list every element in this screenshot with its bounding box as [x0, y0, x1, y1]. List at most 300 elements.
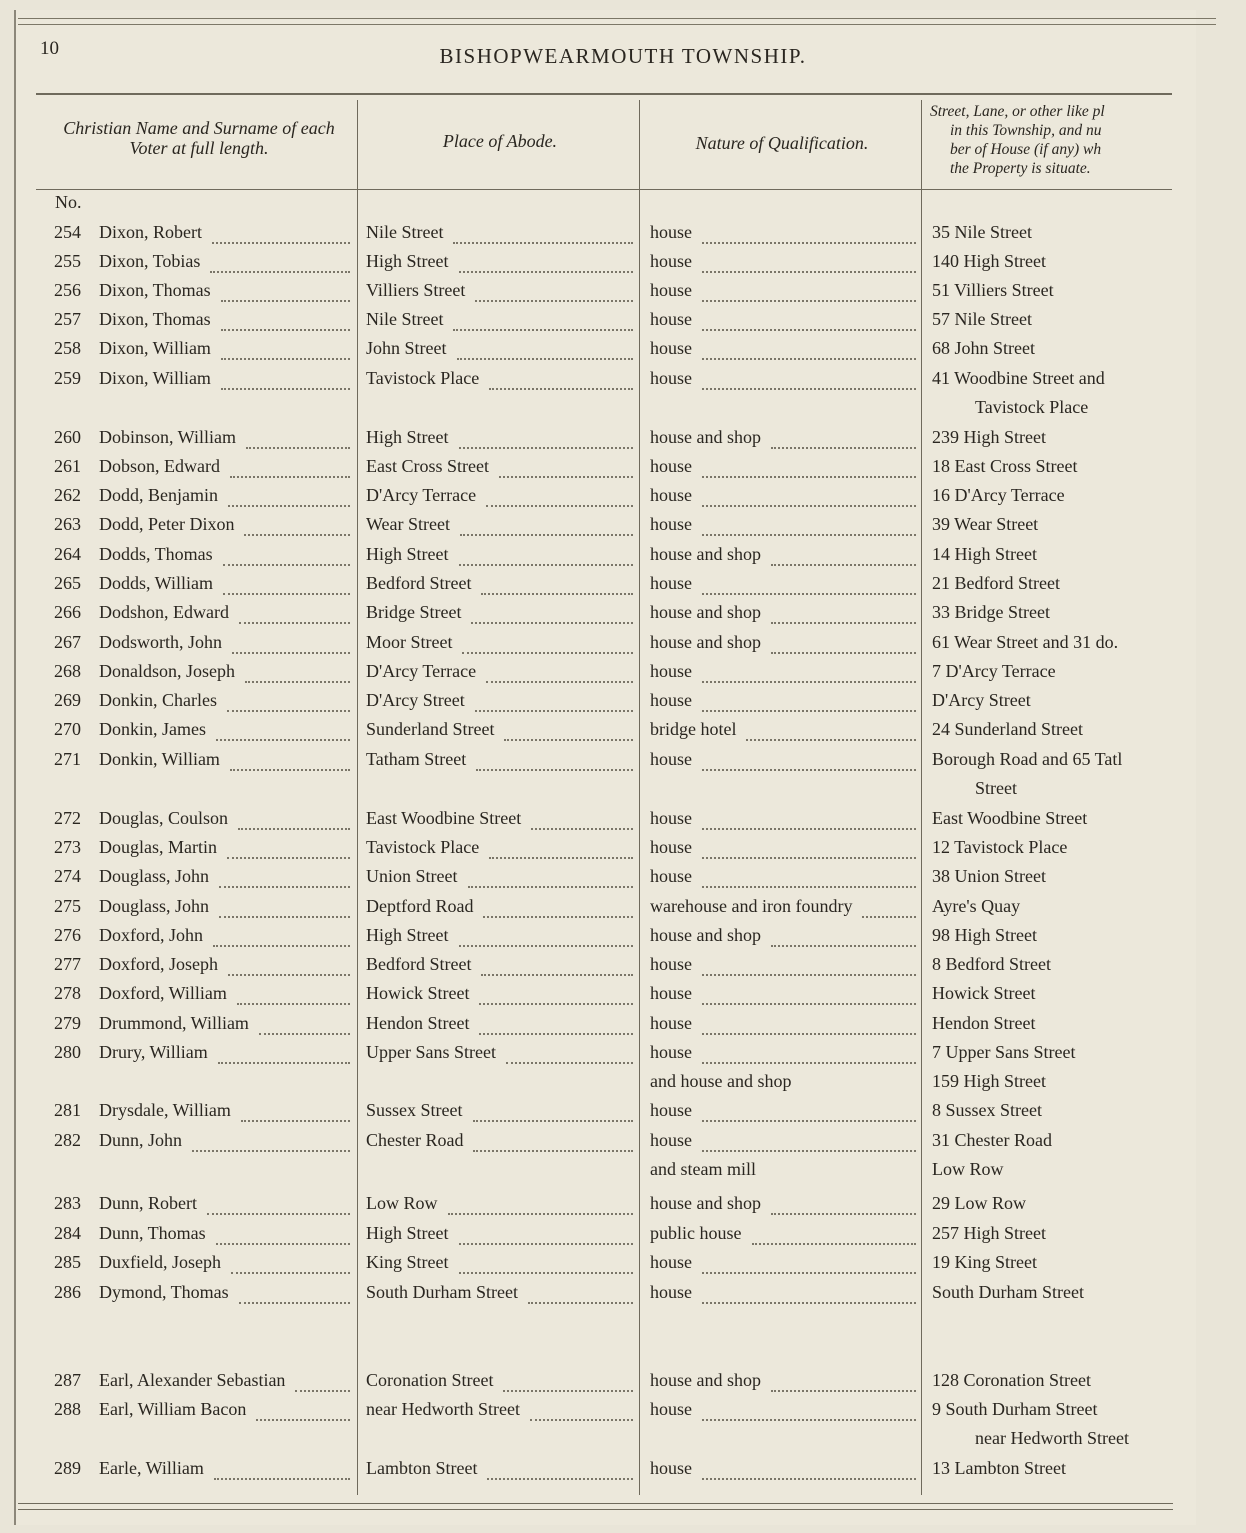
property-street: 39 Wear Street	[932, 514, 1039, 534]
place-of-abode: Bedford Street	[366, 954, 472, 974]
property-street: 24 Sunderland Street	[932, 719, 1083, 739]
voter-name: Drysdale, William	[99, 1100, 231, 1120]
qualification: house	[650, 222, 692, 242]
leader-dots	[462, 632, 633, 654]
voter-row	[0, 808, 1246, 836]
qualification: house	[650, 251, 692, 271]
property-street: 18 East Cross Street	[932, 456, 1078, 476]
voter-number: 281	[54, 1100, 81, 1120]
leader-dots	[475, 280, 633, 302]
leader-dots	[227, 690, 350, 712]
leader-dots	[702, 1458, 916, 1480]
voter-name: Donkin, William	[99, 749, 220, 769]
leader-dots	[227, 837, 350, 859]
voter-name: Donkin, James	[99, 719, 206, 739]
leader-dots	[481, 573, 633, 595]
leader-dots	[499, 456, 633, 478]
qualification: warehouse and iron foundry	[650, 896, 853, 916]
voter-row	[0, 1100, 1246, 1128]
leader-dots	[207, 1193, 350, 1215]
voter-number: 280	[54, 1042, 81, 1062]
voter-name: Earl, Alexander Sebastian	[99, 1370, 286, 1390]
voter-number: 256	[54, 280, 81, 300]
leader-dots	[702, 368, 916, 390]
qualification: house and shop	[650, 544, 761, 564]
top-rule	[18, 18, 1216, 19]
leader-dots	[531, 808, 633, 830]
leader-dots	[460, 514, 633, 536]
leader-dots	[481, 954, 633, 976]
leader-dots	[702, 251, 916, 273]
leader-dots	[216, 1223, 350, 1245]
voter-number: 287	[54, 1370, 81, 1390]
leader-dots	[237, 983, 350, 1005]
voter-row	[0, 222, 1246, 250]
voter-name: Douglas, Coulson	[99, 808, 229, 828]
column-header-abode: Place of Abode.	[442, 131, 558, 151]
leader-dots	[504, 719, 633, 741]
leader-dots	[702, 1100, 916, 1122]
property-street: East Woodbine Street	[932, 808, 1088, 828]
voter-row	[0, 837, 1246, 865]
top-rule-inner	[18, 24, 1216, 25]
place-of-abode: Howick Street	[366, 983, 470, 1003]
place-of-abode: Tavistock Place	[366, 837, 480, 857]
leader-dots	[453, 309, 633, 331]
voter-number: 260	[54, 427, 81, 447]
voter-number: 265	[54, 573, 81, 593]
leader-dots	[457, 338, 633, 360]
place-of-abode: High Street	[366, 251, 449, 271]
property-street: 19 King Street	[932, 1252, 1037, 1272]
voter-name: Dodshon, Edward	[99, 602, 229, 622]
leader-dots	[483, 896, 633, 918]
voter-name: Dixon, Thomas	[99, 309, 211, 329]
place-of-abode: near Hedworth Street	[366, 1399, 520, 1419]
voter-number: 289	[54, 1458, 81, 1478]
leader-dots	[489, 368, 633, 390]
voter-number: 279	[54, 1013, 81, 1033]
leader-dots	[468, 866, 633, 888]
voter-row	[0, 1013, 1246, 1041]
voter-row	[0, 1042, 1246, 1070]
leader-dots	[219, 866, 350, 888]
place-of-abode: Deptford Road	[366, 896, 474, 916]
place-of-abode: East Cross Street	[366, 456, 489, 476]
leader-dots	[241, 1100, 350, 1122]
property-street: D'Arcy Street	[932, 690, 1031, 710]
voter-number: 272	[54, 808, 81, 828]
property-street: 38 Union Street	[932, 866, 1046, 886]
qualification: house and shop	[650, 602, 761, 622]
voter-row	[0, 896, 1246, 924]
leader-dots	[702, 222, 916, 244]
leader-dots	[219, 896, 350, 918]
qualification: house	[650, 690, 692, 710]
place-of-abode: Tavistock Place	[366, 368, 480, 388]
leader-dots	[528, 1282, 633, 1304]
voter-row	[0, 983, 1246, 1011]
voter-number: 285	[54, 1252, 81, 1272]
voter-row	[0, 251, 1246, 279]
qualification: house	[650, 309, 692, 329]
voter-number: 270	[54, 719, 81, 739]
voter-name: Doxford, John	[99, 925, 203, 945]
voter-row	[0, 338, 1246, 366]
leader-dots	[221, 338, 350, 360]
bottom-rule	[18, 1503, 1173, 1504]
leader-dots	[702, 338, 916, 360]
voter-row	[0, 427, 1246, 455]
leader-dots	[221, 280, 350, 302]
leader-dots	[702, 954, 916, 976]
place-of-abode: Bedford Street	[366, 573, 472, 593]
voter-name: Douglas, Martin	[99, 837, 217, 857]
voter-name: Douglass, John	[99, 866, 210, 886]
leader-dots	[473, 1100, 633, 1122]
voter-number: 267	[54, 632, 81, 652]
leader-dots	[702, 1042, 916, 1064]
qualification: house	[650, 1458, 692, 1478]
property-street: Borough Road and 65 Tatl	[932, 749, 1123, 769]
property-street: Ayre's Quay	[932, 896, 1021, 916]
leader-dots	[771, 1370, 916, 1392]
leader-dots	[487, 1458, 633, 1480]
leader-dots	[459, 1223, 633, 1245]
bottom-rule-inner	[18, 1509, 1173, 1510]
place-of-abode: High Street	[366, 925, 449, 945]
voter-name: Dodd, Peter Dixon	[99, 514, 235, 534]
voter-name: Dixon, Tobias	[99, 251, 201, 271]
property-street: 7 Upper Sans Street	[932, 1042, 1076, 1062]
voter-number: 258	[54, 338, 81, 358]
leader-dots	[471, 602, 633, 624]
property-street: 57 Nile Street	[932, 309, 1032, 329]
header-bottom-rule	[36, 189, 1172, 190]
property-street-additional: Low Row	[932, 1159, 1004, 1179]
voter-name: Dodsworth, John	[99, 632, 223, 652]
voter-number: 274	[54, 866, 81, 886]
voter-name: Donkin, Charles	[99, 690, 217, 710]
voter-row	[0, 368, 1246, 396]
voter-name: Dodds, Thomas	[99, 544, 213, 564]
voter-name: Dixon, Robert	[99, 222, 202, 242]
voter-number: 264	[54, 544, 81, 564]
leader-dots	[239, 602, 350, 624]
property-street: 68 John Street	[932, 338, 1035, 358]
voter-row	[0, 544, 1246, 572]
leader-dots	[192, 1130, 350, 1152]
property-street: 41 Woodbine Street and	[932, 368, 1105, 388]
voter-row	[0, 1399, 1246, 1427]
voter-row	[0, 1223, 1246, 1251]
leader-dots	[230, 749, 350, 771]
place-of-abode: Upper Sans Street	[366, 1042, 496, 1062]
leader-dots	[230, 456, 350, 478]
voter-row	[0, 602, 1246, 630]
qualification: house	[650, 1282, 692, 1302]
leader-dots	[702, 1013, 916, 1035]
leader-dots	[295, 1370, 350, 1392]
place-of-abode: High Street	[366, 544, 449, 564]
leader-dots	[702, 983, 916, 1005]
property-street: Hendon Street	[932, 1013, 1036, 1033]
street-header-line-1: Street, Lane, or other like pl	[930, 103, 1105, 120]
voter-row	[0, 1193, 1246, 1221]
leader-dots	[702, 309, 916, 331]
property-street: 14 High Street	[932, 544, 1037, 564]
leader-dots	[479, 1013, 633, 1035]
voter-row	[0, 954, 1246, 982]
voter-name: Duxfield, Joseph	[99, 1252, 221, 1272]
property-street: Howick Street	[932, 983, 1036, 1003]
qualification: house and shop	[650, 925, 761, 945]
leader-dots	[479, 983, 633, 1005]
leader-dots	[752, 1223, 916, 1245]
qualification: house and shop	[650, 632, 761, 652]
leader-dots	[459, 251, 633, 273]
leader-dots	[259, 1013, 350, 1035]
leader-dots	[486, 661, 633, 683]
street-header-line-3: ber of House (if any) wh	[950, 141, 1102, 158]
voter-number: 276	[54, 925, 81, 945]
voter-name: Dunn, Robert	[99, 1193, 197, 1213]
voter-number: 284	[54, 1223, 81, 1243]
voter-row	[0, 573, 1246, 601]
voter-row	[0, 1282, 1246, 1310]
leader-dots	[746, 719, 916, 741]
voter-number: 261	[54, 456, 81, 476]
voter-name: Donaldson, Joseph	[99, 661, 235, 681]
leader-dots	[702, 485, 916, 507]
voter-name: Earle, William	[99, 1458, 204, 1478]
leader-dots	[221, 368, 350, 390]
voter-number: 268	[54, 661, 81, 681]
voter-row	[0, 514, 1246, 542]
property-street: 51 Villiers Street	[932, 280, 1054, 300]
column-header-name: Christian Name and Surname of each Voter at full length.	[63, 118, 335, 158]
leader-dots	[256, 1399, 350, 1421]
place-of-abode: Nile Street	[366, 309, 444, 329]
property-street: 35 Nile Street	[932, 222, 1032, 242]
leader-dots	[771, 925, 916, 947]
voter-name: Doxford, William	[99, 983, 227, 1003]
leader-dots	[212, 222, 350, 244]
leader-dots	[702, 573, 916, 595]
property-street: 29 Low Row	[932, 1193, 1026, 1213]
leader-dots	[771, 544, 916, 566]
property-street: 16 D'Arcy Terrace	[932, 485, 1065, 505]
voter-name: Dixon, William	[99, 368, 211, 388]
qualification: house	[650, 1130, 692, 1150]
place-of-abode: Wear Street	[366, 514, 451, 534]
leader-dots	[239, 1282, 350, 1304]
leader-dots	[459, 1252, 633, 1274]
leader-dots	[475, 690, 633, 712]
voter-name: Drury, William	[99, 1042, 208, 1062]
number-label: No.	[55, 192, 82, 212]
voter-number: 286	[54, 1282, 81, 1302]
leader-dots	[486, 485, 633, 507]
leader-dots	[453, 222, 633, 244]
place-of-abode: King Street	[366, 1252, 449, 1272]
voter-row	[0, 749, 1246, 777]
qualification: house	[650, 749, 692, 769]
property-street-additional: 159 High Street	[932, 1071, 1046, 1091]
leader-dots	[244, 514, 350, 536]
qualification: house	[650, 338, 692, 358]
street-header-line-2: in this Township, and nu	[950, 122, 1102, 139]
qualification: house	[650, 954, 692, 974]
voter-name: Dobinson, William	[99, 427, 236, 447]
place-of-abode: Bridge Street	[366, 602, 462, 622]
qualification: house and shop	[650, 427, 761, 447]
qualification: house	[650, 866, 692, 886]
property-street: 31 Chester Road	[932, 1130, 1052, 1150]
place-of-abode: Hendon Street	[366, 1013, 470, 1033]
voter-row	[0, 1458, 1246, 1486]
voter-number: 282	[54, 1130, 81, 1150]
leader-dots	[771, 1193, 916, 1215]
leader-dots	[702, 690, 916, 712]
place-of-abode: Low Row	[366, 1193, 438, 1213]
place-of-abode: Sunderland Street	[366, 719, 495, 739]
qualification: public house	[650, 1223, 742, 1243]
leader-dots	[771, 427, 916, 449]
leader-dots	[218, 1042, 350, 1064]
voter-row	[0, 661, 1246, 689]
leader-dots	[232, 632, 350, 654]
voter-row	[0, 866, 1246, 894]
qualification: house	[650, 808, 692, 828]
leader-dots	[702, 866, 916, 888]
leader-dots	[216, 719, 350, 741]
leader-dots	[702, 661, 916, 683]
voter-row	[0, 719, 1246, 747]
leader-dots	[459, 925, 633, 947]
voter-number: 262	[54, 485, 81, 505]
place-of-abode: Tatham Street	[366, 749, 467, 769]
qualification-continued: and steam mill	[650, 1159, 756, 1179]
leader-dots	[459, 427, 633, 449]
leader-dots	[448, 1193, 633, 1215]
column-header-qualification: Nature of Qualification.	[695, 133, 869, 153]
qualification: house	[650, 280, 692, 300]
leader-dots	[221, 309, 350, 331]
leader-dots	[459, 544, 633, 566]
qualification: house	[650, 661, 692, 681]
leader-dots	[771, 632, 916, 654]
voter-name: Dunn, John	[99, 1130, 183, 1150]
leader-dots	[702, 514, 916, 536]
leader-dots	[702, 837, 916, 859]
voter-name: Drummond, William	[99, 1013, 249, 1033]
voter-row	[0, 1252, 1246, 1280]
property-street: 13 Lambton Street	[932, 1458, 1066, 1478]
place-of-abode: High Street	[366, 427, 449, 447]
voter-number: 254	[54, 222, 81, 242]
voter-name: Dodds, William	[99, 573, 213, 593]
street-header-line-4: the Property is situate.	[950, 160, 1091, 177]
voter-row	[0, 309, 1246, 337]
voter-number: 263	[54, 514, 81, 534]
property-street-continued: near Hedworth Street	[975, 1428, 1129, 1448]
leader-dots	[702, 1282, 916, 1304]
property-street: 9 South Durham Street	[932, 1399, 1098, 1419]
voter-row	[0, 456, 1246, 484]
qualification: bridge hotel	[650, 719, 737, 739]
leader-dots	[506, 1042, 633, 1064]
qualification: house	[650, 837, 692, 857]
qualification: house	[650, 485, 692, 505]
voter-row	[0, 1370, 1246, 1398]
leader-dots	[223, 573, 350, 595]
leader-dots	[503, 1370, 633, 1392]
voter-name: Doxford, Joseph	[99, 954, 218, 974]
property-street-continued: Tavistock Place	[975, 397, 1089, 417]
leader-dots	[702, 808, 916, 830]
leader-dots	[473, 1130, 633, 1152]
voter-row	[0, 925, 1246, 953]
place-of-abode: D'Arcy Terrace	[366, 485, 477, 505]
property-street: 140 High Street	[932, 251, 1046, 271]
column-header-street	[930, 102, 1180, 178]
voter-number: 288	[54, 1399, 81, 1419]
leader-dots	[228, 954, 350, 976]
voter-number: 271	[54, 749, 81, 769]
place-of-abode: D'Arcy Terrace	[366, 661, 477, 681]
property-street: South Durham Street	[932, 1282, 1084, 1302]
qualification: house	[650, 1399, 692, 1419]
leader-dots	[862, 896, 916, 918]
leader-dots	[702, 280, 916, 302]
voter-number: 266	[54, 602, 81, 622]
leader-dots	[702, 1399, 916, 1421]
place-of-abode: Union Street	[366, 866, 458, 886]
qualification: house	[650, 1100, 692, 1120]
property-street: 7 D'Arcy Terrace	[932, 661, 1056, 681]
header-top-rule	[36, 93, 1172, 95]
leader-dots	[489, 837, 633, 859]
leader-dots	[702, 1252, 916, 1274]
voter-row	[0, 690, 1246, 718]
voter-name: Dodd, Benjamin	[99, 485, 218, 505]
place-of-abode: Sussex Street	[366, 1100, 463, 1120]
voter-number: 278	[54, 983, 81, 1003]
property-street: 21 Bedford Street	[932, 573, 1060, 593]
qualification: house	[650, 1013, 692, 1033]
leader-dots	[210, 251, 350, 273]
voter-number: 259	[54, 368, 81, 388]
leader-dots	[530, 1399, 633, 1421]
voter-row	[0, 1130, 1246, 1158]
voter-name: Douglass, John	[99, 896, 210, 916]
place-of-abode: Moor Street	[366, 632, 453, 652]
qualification: house and shop	[650, 1193, 761, 1213]
voter-number: 277	[54, 954, 81, 974]
voter-name: Dixon, William	[99, 338, 211, 358]
leader-dots	[228, 485, 350, 507]
voter-name: Dixon, Thomas	[99, 280, 211, 300]
leader-dots	[245, 661, 350, 683]
voter-number: 257	[54, 309, 81, 329]
voter-number: 283	[54, 1193, 81, 1213]
place-of-abode: Coronation Street	[366, 1370, 494, 1390]
voter-number: 269	[54, 690, 81, 710]
page-title: BISHOPWEARMOUTH TOWNSHIP.	[439, 44, 807, 68]
property-street: 33 Bridge Street	[932, 602, 1050, 622]
leader-dots	[246, 427, 350, 449]
